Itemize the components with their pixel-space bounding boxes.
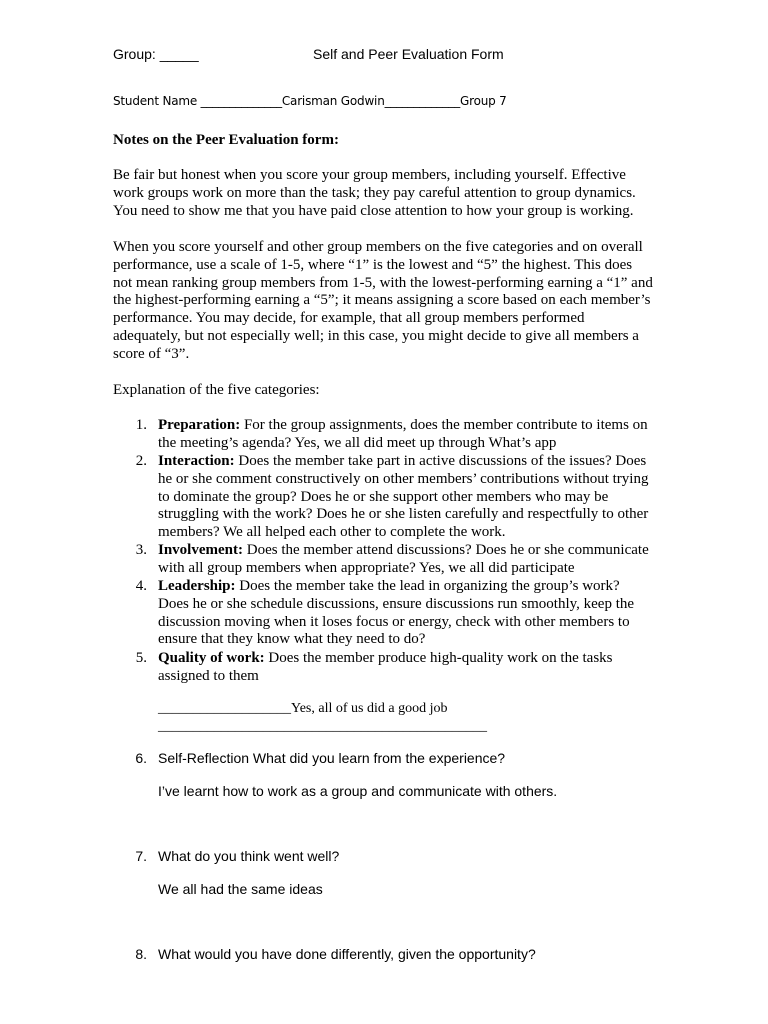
text-line: not mean ranking group members from 1-5, with the lowest-performing earning a “1” and — [113, 274, 653, 291]
list-number: 2. — [135, 453, 147, 469]
question-text: What do you think went well? — [158, 848, 340, 864]
list-number: 5. — [135, 650, 147, 666]
student-name-line: Student Name ______________Carisman Godwin_____________Group 7 — [113, 94, 507, 108]
text-line: with all group members when appropriate? Yes, we all did participate — [158, 559, 575, 576]
category-text — [158, 578, 673, 649]
text-line: score of “3”. — [113, 345, 190, 362]
category-title: Preparation: — [158, 417, 241, 433]
form-title: Self and Peer Evaluation Form — [313, 46, 504, 62]
question-text: What would you have done differently, given the opportunity? — [158, 946, 536, 962]
text-line: For the group assignments, does the member contribute to items on — [240, 417, 648, 433]
answer-self-reflection: I’ve learnt how to work as a group and communicate with others. — [158, 783, 558, 799]
text-line: he or she comment constructively on other members’ contributions without trying — [158, 470, 649, 487]
list-number: 7. — [135, 848, 147, 864]
text-line: discussion moving when it loses focus or energy, check with other members to — [158, 613, 630, 630]
list-number: 6. — [135, 750, 147, 766]
list-number: 3. — [135, 542, 147, 558]
list-number: 4. — [135, 578, 147, 594]
paragraph-scoring — [113, 239, 653, 364]
text-line: the meeting’s agenda? Yes, we all did meet up through What’s app — [158, 434, 557, 451]
list-number: 8. — [135, 946, 147, 962]
text-line: Does the member attend discussions? Does he or she communicate — [243, 542, 649, 558]
text-line: assigned to them — [158, 667, 259, 684]
category-title: Quality of work: — [158, 650, 265, 666]
text-line: struggling with the work? Does he or she listen carefully and respectfully to other — [158, 506, 649, 523]
text-line: Be fair but honest when you score your group members, including yourself. Effective — [113, 167, 626, 183]
text-line: Does he or she schedule discussions, ensure discussions run smoothly, keep the — [158, 595, 635, 612]
text-line: work groups work on more than the task; they pay careful attention to group dynamics. — [113, 184, 636, 201]
group-label: Group: _____ — [113, 46, 199, 62]
category-text — [158, 650, 673, 686]
category-title: Leadership: — [158, 578, 236, 594]
text-line: Does the member produce high-quality work on the tasks — [264, 650, 613, 666]
text-line: When you score yourself and other group members on the five categories and on overall — [113, 239, 643, 255]
category-text — [158, 453, 673, 542]
text-line: Does the member take the lead in organizing the group’s work? — [235, 578, 620, 594]
category-text — [158, 542, 673, 578]
text-line: adequately, but not especially well; in this case, you might decide to give all members a — [113, 327, 639, 344]
text-line: Does the member take part in active discussions of the issues? Does — [234, 453, 647, 469]
text-line: to dominate the group? Does he or she support other members who may be — [158, 488, 609, 505]
paragraph-fairness — [113, 167, 653, 220]
quality-answer-line: ___________________Yes, all of us did a good job — [158, 701, 448, 716]
notes-heading: Notes on the Peer Evaluation form: — [113, 132, 339, 148]
list-number: 1. — [135, 417, 147, 433]
answer-went-well: We all had the same ideas — [158, 881, 323, 897]
text-line: ensure that they know what they need to do? — [158, 631, 426, 648]
text-line: the highest-performing earning a “5”; it means assigning a score based on each member’s — [113, 292, 651, 309]
question-text: Self-Reflection What did you learn from the experience? — [158, 750, 506, 766]
category-title: Interaction: — [158, 453, 235, 469]
text-line: You need to show me that you have paid close attention to how your group is working. — [113, 202, 634, 219]
text-line: performance, use a scale of 1-5, where “1” is the lowest and “5” the highest. This does — [113, 256, 633, 273]
category-text — [158, 417, 673, 453]
text-line: members? We all helped each other to complete the work. — [158, 524, 506, 541]
explanation-heading: Explanation of the five categories: — [113, 382, 320, 398]
text-line: performance. You may decide, for example, that all group members performed — [113, 310, 585, 327]
blank-answer-line: _______________________________________________ — [158, 719, 487, 734]
category-title: Involvement: — [158, 542, 243, 558]
